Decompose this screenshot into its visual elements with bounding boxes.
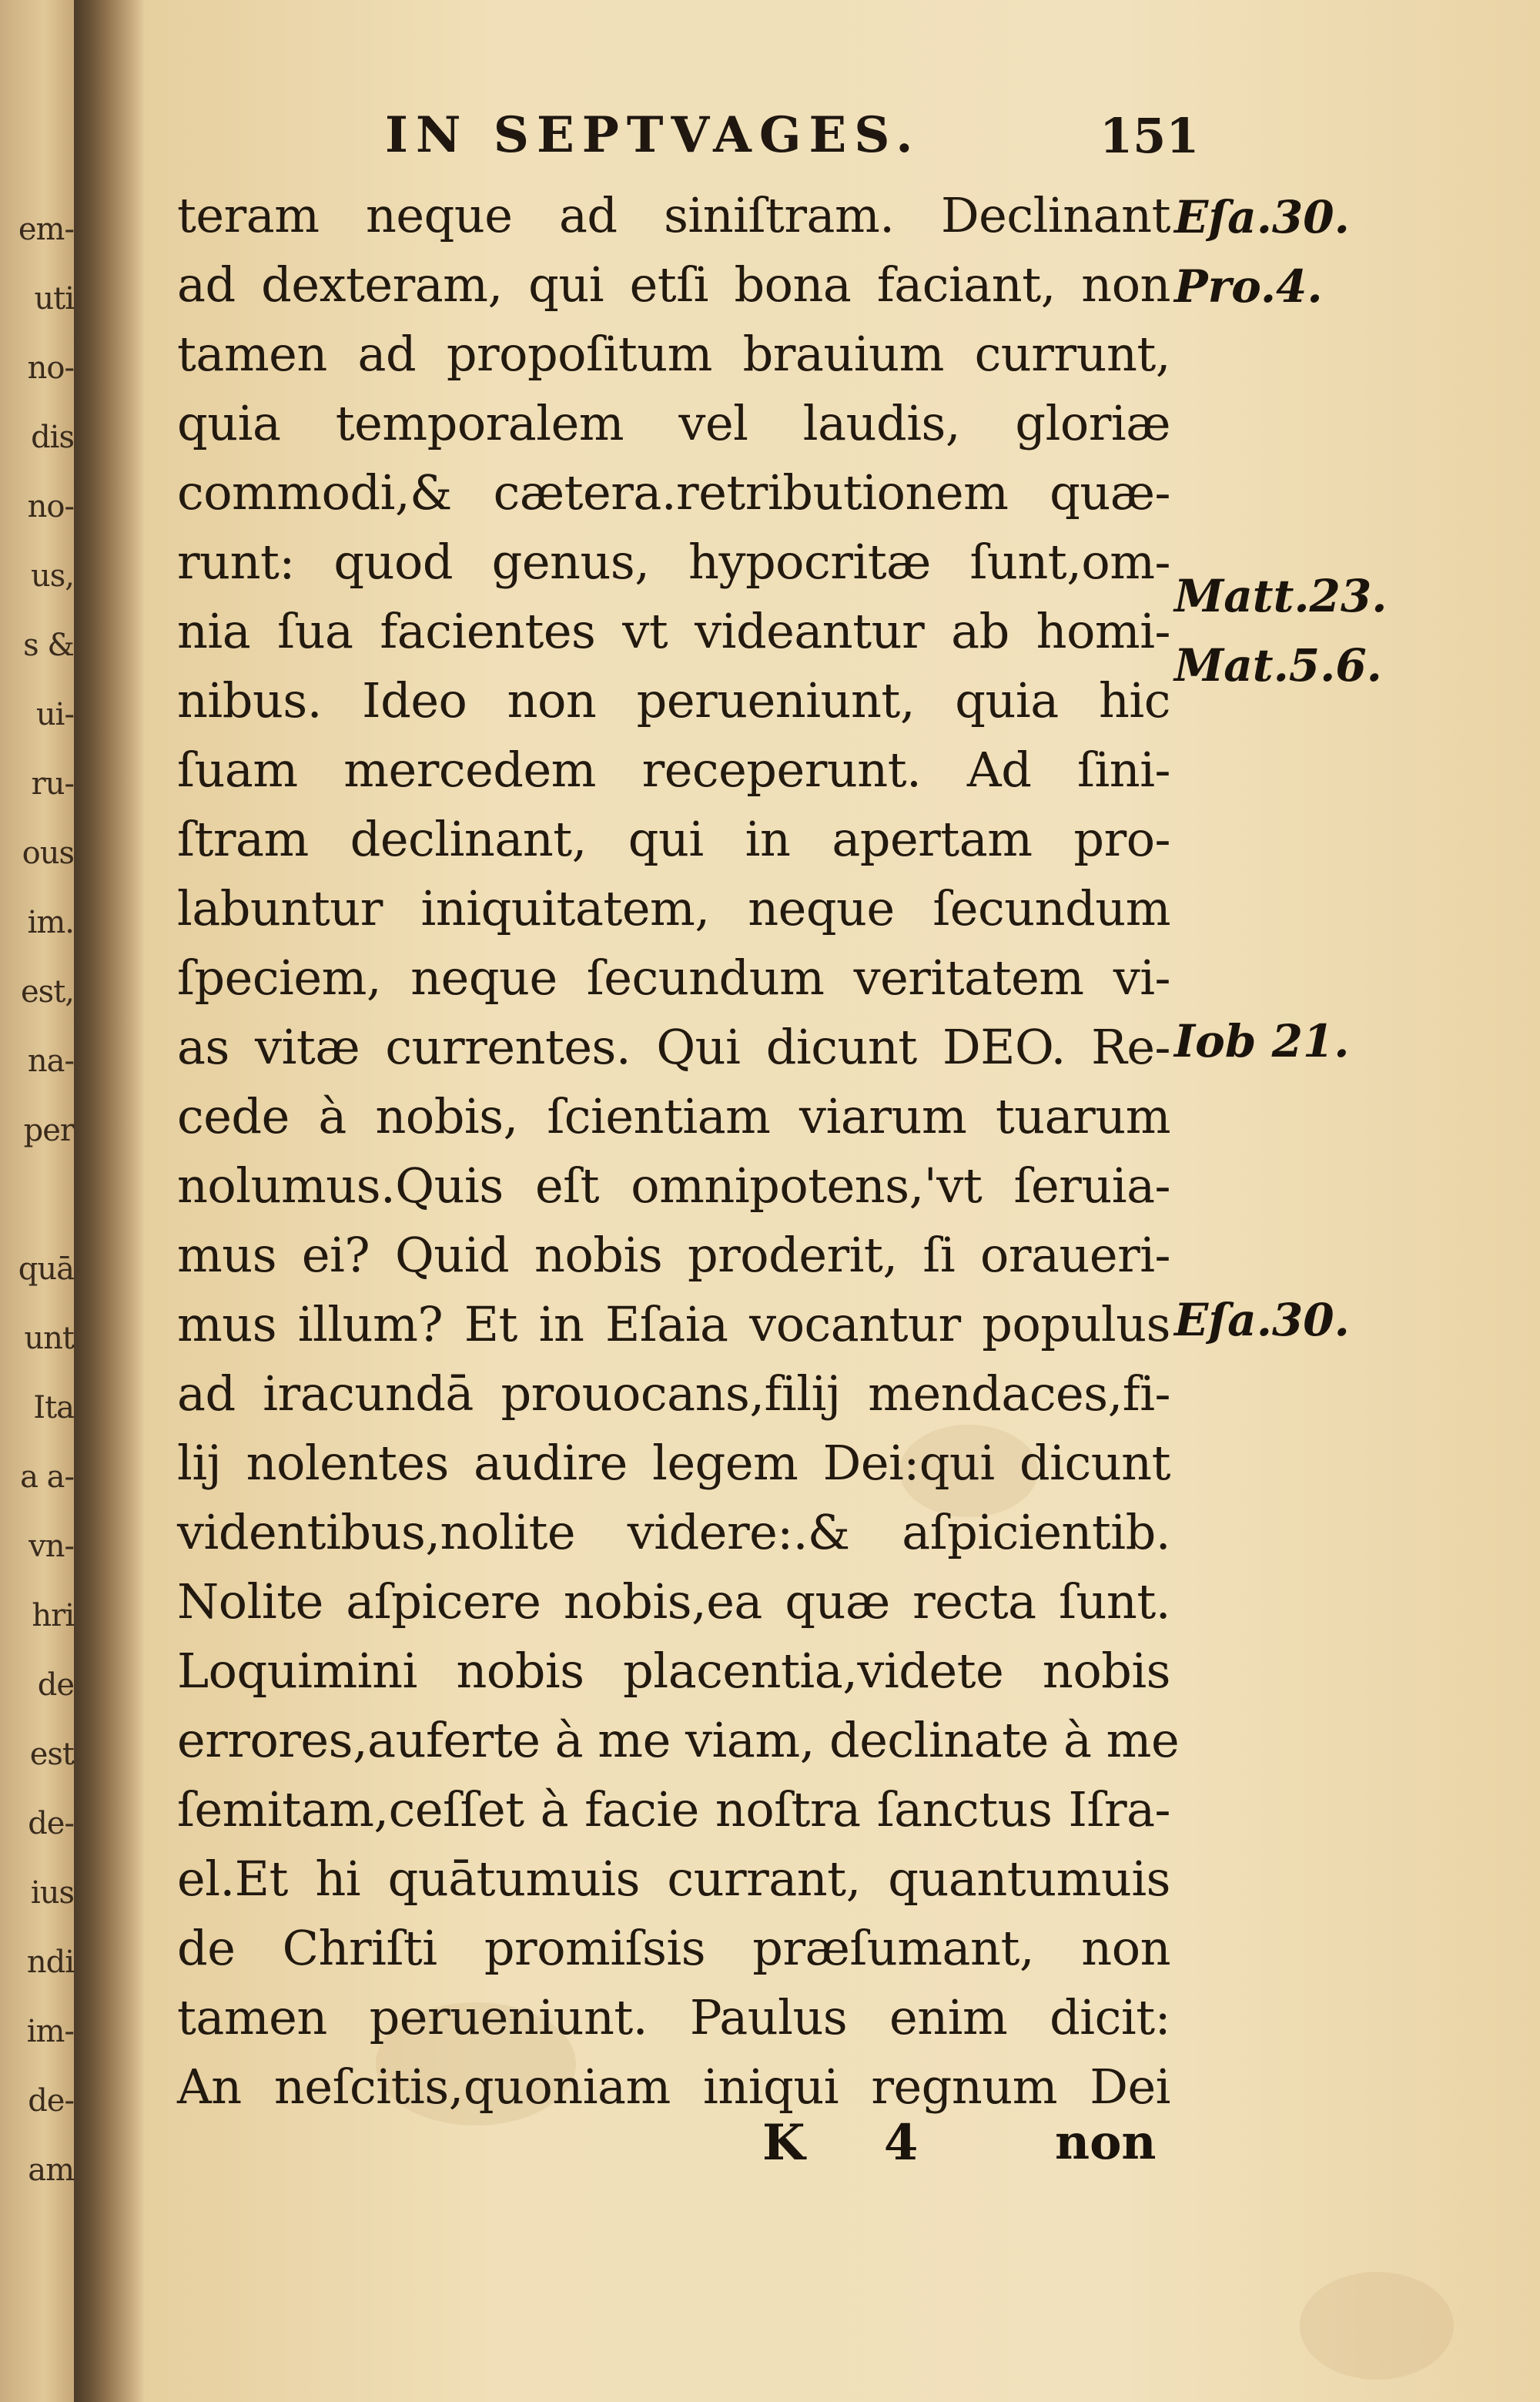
text-line: nia ſua facientes vt videantur ab homi- (177, 603, 1170, 659)
previous-page-fragment: us, (30, 558, 74, 594)
previous-page-fragment: hri (32, 1598, 74, 1633)
paper-stain (1300, 2272, 1454, 2380)
margin-note-iob-21: Iob 21. (1174, 1015, 1350, 1067)
previous-page-fragment: s & (23, 628, 74, 663)
previous-page-fragment: ru- (31, 766, 74, 802)
text-line: cede à nobis, ſcientiam viarum tuarum (177, 1088, 1170, 1144)
previous-page-fragment: am (28, 2152, 74, 2188)
previous-page-fragment: Ita (33, 1390, 74, 1425)
margin-note-matt-23: Matt.23. (1174, 570, 1388, 622)
catchword: non (1055, 2114, 1157, 2170)
previous-page-fragment: de- (28, 2083, 74, 2119)
text-line: errores,auferte à me viam, declinate à me (177, 1712, 1180, 1768)
previous-page-fragment: quā (18, 1251, 74, 1287)
text-line: mus ei? Quid nobis proderit, ſi oraueri- (177, 1227, 1170, 1283)
previous-page-fragment: per (23, 1113, 74, 1148)
text-line: de Chriſti promiſsis præſumant, non (177, 1920, 1170, 1976)
text-line: ſemitam,ceſſet à facie noſtra ſanctus Iſra- (177, 1781, 1170, 1838)
margin-note-mat-5-6: Mat.5.6. (1174, 639, 1382, 692)
text-line: Nolite aſpicere nobis,ea quæ recta ſunt. (177, 1573, 1170, 1630)
text-line: tamen perueniunt. Paulus enim dicit: (177, 1989, 1170, 2045)
text-line: lij nolentes audire legem Dei:qui dicunt (177, 1435, 1170, 1491)
previous-page-fragment: ndi (26, 1945, 74, 1980)
text-line: as vitæ currentes. Qui dicunt DEO. Re- (177, 1019, 1170, 1075)
text-line: el.Et hi quātumuis currant, quantumuis (177, 1851, 1170, 1907)
previous-page-fragment: em- (18, 212, 74, 247)
previous-page-fragment: im. (27, 905, 74, 940)
text-line: videntibus,nolite videre:.& aſpicientib. (177, 1504, 1170, 1560)
previous-page-fragment: de- (28, 1806, 74, 1841)
text-line: commodi,& cætera.retributionem quæ- (177, 464, 1170, 521)
text-line: teram neque ad siniſtram. Declinant (177, 187, 1170, 243)
previous-page-fragment: no- (27, 350, 74, 386)
text-line: runt: quod genus, hypocritæ ſunt,om- (177, 534, 1170, 590)
text-line: ſpeciem, neque ſecundum veritatem vi- (177, 950, 1170, 1006)
previous-page-fragment: im- (26, 2014, 74, 2049)
margin-note-pro-4: Pro.4. (1174, 260, 1323, 313)
text-line: quia temporalem vel laudis, gloriæ (177, 395, 1170, 451)
text-line: nibus. Ideo non perueniunt, quia hic (177, 672, 1170, 729)
text-line: An neſcitis,quoniam iniqui regnum Dei (177, 2059, 1170, 2115)
previous-page-fragment: ui- (35, 697, 74, 732)
text-line: ad dexteram, qui etſi bona faciant, non (177, 256, 1170, 313)
previous-page-edge (0, 0, 74, 2402)
text-line: mus illum? Et in Eſaia vocantur populus (177, 1296, 1170, 1352)
previous-page-fragment: no- (27, 489, 74, 524)
previous-page-fragment: ous (22, 836, 74, 871)
previous-page-fragment: na- (27, 1044, 74, 1079)
previous-page-fragment: est (29, 1737, 74, 1772)
previous-page-fragment: est, (21, 974, 74, 1010)
previous-page-fragment: ius (30, 1875, 74, 1911)
margin-note-esa-30: Eſa.30. (1174, 191, 1350, 243)
text-line: ſtram declinant, qui in apertam pro- (177, 811, 1170, 867)
text-line: labuntur iniquitatem, neque ſecundum (177, 880, 1170, 936)
book-gutter (74, 0, 145, 2402)
text-line: nolumus.Quis eſt omnipotens,'vt ſeruia- (177, 1157, 1170, 1214)
page-number: 151 (1100, 108, 1200, 164)
previous-page-fragment: a a- (20, 1459, 74, 1495)
previous-page-fragment: uti (34, 281, 74, 317)
text-line: ſuam mercedem receperunt. Ad ſini- (177, 742, 1170, 798)
text-line: Loquimini nobis placentia,videte nobis (177, 1643, 1170, 1699)
previous-page-fragment: dis (31, 420, 74, 455)
margin-note-esa-30-second: Eſa.30. (1174, 1294, 1350, 1346)
previous-page-fragment: unt (24, 1321, 74, 1356)
previous-page-fragment: de (37, 1667, 74, 1703)
text-line: ad iracundā prouocans,filij mendaces,fi- (177, 1365, 1170, 1422)
previous-page-fragment: vn- (28, 1529, 74, 1564)
body-text (177, 181, 1180, 2122)
running-head: IN SEPTVAGES. (385, 106, 921, 164)
text-line: tamen ad propoſitum brauium currunt, (177, 326, 1170, 382)
signature-mark: K 4 (762, 2114, 949, 2172)
